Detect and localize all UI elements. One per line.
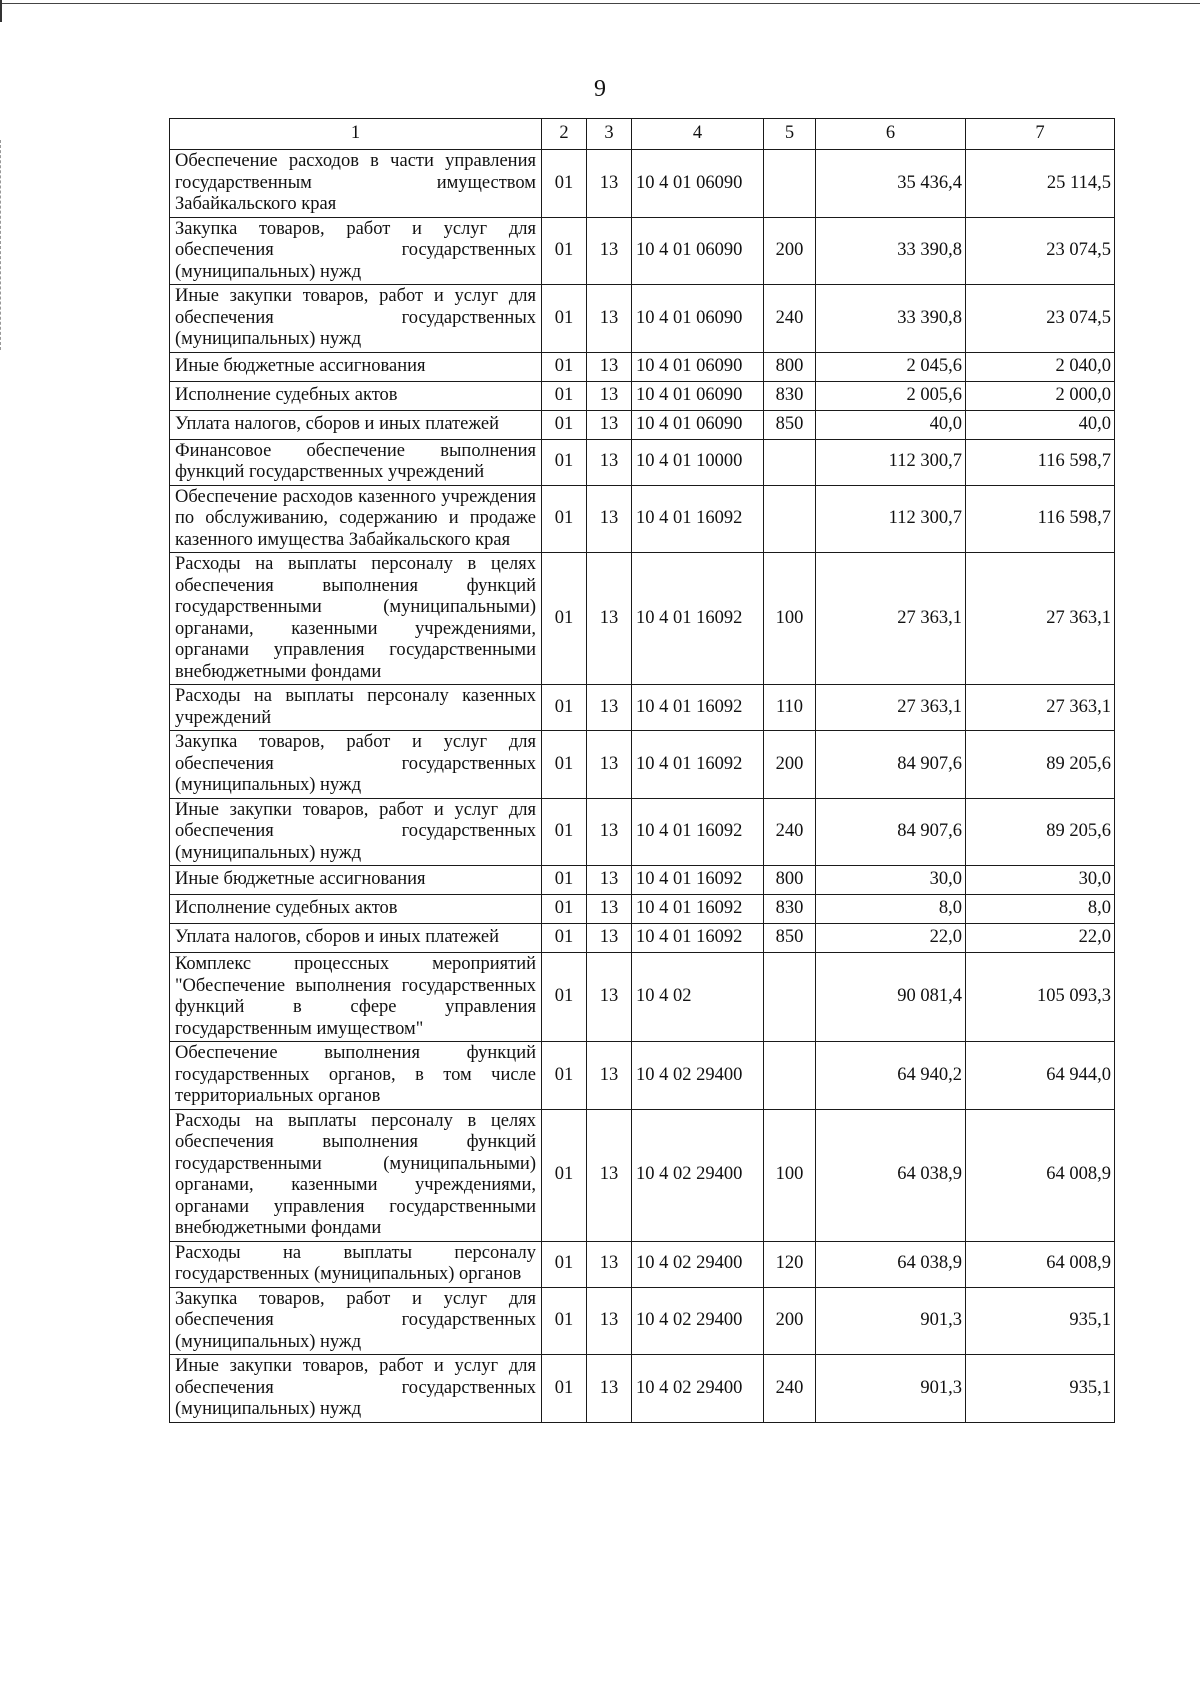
row-name-cell: Иные бюджетные ассигнования [170, 866, 542, 895]
row-amount-2-cell: 25 114,5 [966, 150, 1115, 218]
row-target-code-cell: 10 4 01 06090 [632, 150, 764, 218]
table-row [170, 1109, 1115, 1241]
row-section-cell: 01 [542, 485, 587, 553]
row-expense-type-cell [764, 150, 816, 218]
table-row [170, 953, 1115, 1042]
row-amount-1-cell: 40,0 [816, 410, 966, 439]
row-subsection-cell: 13 [587, 1241, 632, 1287]
row-subsection-cell: 13 [587, 410, 632, 439]
row-name-cell: Исполнение судебных актов [170, 381, 542, 410]
row-target-code-cell: 10 4 01 06090 [632, 285, 764, 353]
table-row [170, 895, 1115, 924]
row-subsection-cell: 13 [587, 352, 632, 381]
row-amount-1-cell: 27 363,1 [816, 685, 966, 731]
row-name-cell: Обеспечение расходов казенного учреждения по обслуживанию, содержанию и продаже казенного имущества Забайкальского края [170, 485, 542, 553]
row-amount-1-cell: 35 436,4 [816, 150, 966, 218]
header-cell-4: 4 [632, 119, 764, 150]
row-section-cell: 01 [542, 731, 587, 799]
row-amount-1-cell: 64 940,2 [816, 1042, 966, 1110]
row-name-cell: Обеспечение выполнения функций государственных органов, в том числе территориальных органов [170, 1042, 542, 1110]
row-amount-2-cell: 27 363,1 [966, 553, 1115, 685]
header-cell-6: 6 [816, 119, 966, 150]
row-amount-2-cell: 23 074,5 [966, 217, 1115, 285]
row-amount-1-cell: 90 081,4 [816, 953, 966, 1042]
row-name-cell: Обеспечение расходов в части управления государственным имуществом Забайкальского края [170, 150, 542, 218]
row-expense-type-cell: 800 [764, 352, 816, 381]
row-expense-type-cell: 120 [764, 1241, 816, 1287]
row-expense-type-cell: 830 [764, 895, 816, 924]
row-name-cell: Иные закупки товаров, работ и услуг для обеспечения государственных (муниципальных) нужд [170, 1355, 542, 1423]
row-target-code-cell: 10 4 01 06090 [632, 217, 764, 285]
row-expense-type-cell [764, 953, 816, 1042]
row-expense-type-cell [764, 1042, 816, 1110]
scan-edge-line [0, 3, 1200, 4]
row-amount-2-cell: 64 944,0 [966, 1042, 1115, 1110]
row-section-cell: 01 [542, 798, 587, 866]
table-row [170, 1355, 1115, 1423]
row-name-cell: Комплекс процессных мероприятий "Обеспечение выполнения государственных функций в сфере управления государственным имуществом" [170, 953, 542, 1042]
row-section-cell: 01 [542, 410, 587, 439]
row-section-cell: 01 [542, 217, 587, 285]
row-subsection-cell: 13 [587, 150, 632, 218]
row-target-code-cell: 10 4 02 29400 [632, 1241, 764, 1287]
row-amount-2-cell: 935,1 [966, 1287, 1115, 1355]
row-name-cell: Расходы на выплаты персоналу государственных (муниципальных) органов [170, 1241, 542, 1287]
row-expense-type-cell: 850 [764, 924, 816, 953]
table-header-row [170, 119, 1115, 150]
row-section-cell: 01 [542, 553, 587, 685]
row-target-code-cell: 10 4 01 16092 [632, 685, 764, 731]
row-target-code-cell: 10 4 01 06090 [632, 352, 764, 381]
header-cell-3: 3 [587, 119, 632, 150]
row-target-code-cell: 10 4 02 29400 [632, 1287, 764, 1355]
row-section-cell: 01 [542, 1109, 587, 1241]
row-amount-2-cell: 8,0 [966, 895, 1115, 924]
row-subsection-cell: 13 [587, 1287, 632, 1355]
table-row [170, 798, 1115, 866]
row-section-cell: 01 [542, 1355, 587, 1423]
row-target-code-cell: 10 4 01 16092 [632, 731, 764, 799]
row-section-cell: 01 [542, 895, 587, 924]
row-amount-2-cell: 935,1 [966, 1355, 1115, 1423]
row-amount-1-cell: 30,0 [816, 866, 966, 895]
row-section-cell: 01 [542, 285, 587, 353]
row-section-cell: 01 [542, 381, 587, 410]
row-amount-2-cell: 40,0 [966, 410, 1115, 439]
row-expense-type-cell [764, 485, 816, 553]
row-amount-2-cell: 89 205,6 [966, 731, 1115, 799]
row-section-cell: 01 [542, 953, 587, 1042]
table-row [170, 217, 1115, 285]
row-target-code-cell: 10 4 01 16092 [632, 895, 764, 924]
row-amount-2-cell: 116 598,7 [966, 439, 1115, 485]
table-row [170, 685, 1115, 731]
row-amount-2-cell: 105 093,3 [966, 953, 1115, 1042]
row-amount-2-cell: 116 598,7 [966, 485, 1115, 553]
table-row [170, 150, 1115, 218]
row-subsection-cell: 13 [587, 381, 632, 410]
row-name-cell: Уплата налогов, сборов и иных платежей [170, 924, 542, 953]
row-target-code-cell: 10 4 01 06090 [632, 410, 764, 439]
row-name-cell: Исполнение судебных актов [170, 895, 542, 924]
row-target-code-cell: 10 4 02 29400 [632, 1042, 764, 1110]
page-number: 9 [594, 76, 606, 102]
row-subsection-cell: 13 [587, 924, 632, 953]
row-expense-type-cell: 200 [764, 731, 816, 799]
row-subsection-cell: 13 [587, 953, 632, 1042]
row-target-code-cell: 10 4 01 16092 [632, 485, 764, 553]
row-expense-type-cell: 240 [764, 798, 816, 866]
row-subsection-cell: 13 [587, 1042, 632, 1110]
row-expense-type-cell: 240 [764, 1355, 816, 1423]
row-target-code-cell: 10 4 01 16092 [632, 866, 764, 895]
row-name-cell: Уплата налогов, сборов и иных платежей [170, 410, 542, 439]
row-section-cell: 01 [542, 439, 587, 485]
table-row [170, 1042, 1115, 1110]
row-amount-1-cell: 27 363,1 [816, 553, 966, 685]
row-section-cell: 01 [542, 685, 587, 731]
row-amount-2-cell: 23 074,5 [966, 285, 1115, 353]
table-row [170, 1287, 1115, 1355]
table-row [170, 439, 1115, 485]
row-target-code-cell: 10 4 02 29400 [632, 1109, 764, 1241]
row-name-cell: Расходы на выплаты персоналу казенных учреждений [170, 685, 542, 731]
row-amount-1-cell: 2 045,6 [816, 352, 966, 381]
row-name-cell: Иные закупки товаров, работ и услуг для обеспечения государственных (муниципальных) нужд [170, 798, 542, 866]
table-row [170, 1241, 1115, 1287]
row-section-cell: 01 [542, 1042, 587, 1110]
row-section-cell: 01 [542, 924, 587, 953]
row-amount-1-cell: 84 907,6 [816, 798, 966, 866]
row-amount-1-cell: 22,0 [816, 924, 966, 953]
row-expense-type-cell: 800 [764, 866, 816, 895]
row-subsection-cell: 13 [587, 895, 632, 924]
row-amount-1-cell: 33 390,8 [816, 285, 966, 353]
row-target-code-cell: 10 4 01 16092 [632, 924, 764, 953]
table-row [170, 924, 1115, 953]
header-cell-5: 5 [764, 119, 816, 150]
row-section-cell: 01 [542, 352, 587, 381]
row-subsection-cell: 13 [587, 439, 632, 485]
row-target-code-cell: 10 4 01 06090 [632, 381, 764, 410]
row-name-cell: Иные закупки товаров, работ и услуг для обеспечения государственных (муниципальных) нужд [170, 285, 542, 353]
row-target-code-cell: 10 4 02 29400 [632, 1355, 764, 1423]
row-name-cell: Закупка товаров, работ и услуг для обеспечения государственных (муниципальных) нужд [170, 217, 542, 285]
row-amount-1-cell: 33 390,8 [816, 217, 966, 285]
row-subsection-cell: 13 [587, 1109, 632, 1241]
row-target-code-cell: 10 4 01 16092 [632, 798, 764, 866]
row-amount-1-cell: 64 038,9 [816, 1109, 966, 1241]
row-amount-2-cell: 27 363,1 [966, 685, 1115, 731]
row-expense-type-cell: 100 [764, 553, 816, 685]
row-expense-type-cell [764, 439, 816, 485]
row-name-cell: Расходы на выплаты персоналу в целях обеспечения выполнения функций государственными (муниципальными) органами, казенными учреждениями, органами управления государственными внебюджетными фондами [170, 553, 542, 685]
row-amount-2-cell: 64 008,9 [966, 1241, 1115, 1287]
row-amount-1-cell: 112 300,7 [816, 485, 966, 553]
table-row [170, 285, 1115, 353]
row-amount-1-cell: 84 907,6 [816, 731, 966, 799]
row-section-cell: 01 [542, 150, 587, 218]
row-amount-1-cell: 2 005,6 [816, 381, 966, 410]
row-amount-2-cell: 30,0 [966, 866, 1115, 895]
row-subsection-cell: 13 [587, 685, 632, 731]
row-amount-2-cell: 89 205,6 [966, 798, 1115, 866]
table-row [170, 553, 1115, 685]
row-expense-type-cell: 830 [764, 381, 816, 410]
table-row [170, 485, 1115, 553]
table-row [170, 410, 1115, 439]
row-subsection-cell: 13 [587, 285, 632, 353]
row-name-cell: Расходы на выплаты персоналу в целях обеспечения выполнения функций государственными (муниципальными) органами, казенными учреждениями, органами управления государственными внебюджетными фондами [170, 1109, 542, 1241]
row-subsection-cell: 13 [587, 866, 632, 895]
row-section-cell: 01 [542, 866, 587, 895]
row-amount-1-cell: 64 038,9 [816, 1241, 966, 1287]
row-subsection-cell: 13 [587, 217, 632, 285]
row-section-cell: 01 [542, 1287, 587, 1355]
table-row [170, 866, 1115, 895]
header-cell-2: 2 [542, 119, 587, 150]
row-section-cell: 01 [542, 1241, 587, 1287]
scan-edge-mark [0, 0, 2, 22]
row-name-cell: Иные бюджетные ассигнования [170, 352, 542, 381]
row-target-code-cell: 10 4 01 16092 [632, 553, 764, 685]
row-name-cell: Закупка товаров, работ и услуг для обеспечения государственных (муниципальных) нужд [170, 1287, 542, 1355]
row-subsection-cell: 13 [587, 731, 632, 799]
row-amount-2-cell: 22,0 [966, 924, 1115, 953]
row-amount-1-cell: 901,3 [816, 1355, 966, 1423]
table-body [170, 119, 1115, 1423]
table-row [170, 352, 1115, 381]
budget-table [169, 118, 1115, 1423]
row-subsection-cell: 13 [587, 553, 632, 685]
row-target-code-cell: 10 4 01 10000 [632, 439, 764, 485]
row-name-cell: Закупка товаров, работ и услуг для обеспечения государственных (муниципальных) нужд [170, 731, 542, 799]
row-amount-2-cell: 2 000,0 [966, 381, 1115, 410]
row-expense-type-cell: 100 [764, 1109, 816, 1241]
row-amount-1-cell: 901,3 [816, 1287, 966, 1355]
row-expense-type-cell: 200 [764, 1287, 816, 1355]
row-amount-2-cell: 64 008,9 [966, 1109, 1115, 1241]
header-cell-1: 1 [170, 119, 542, 150]
row-expense-type-cell: 850 [764, 410, 816, 439]
table-row [170, 731, 1115, 799]
scan-edge-dashes [0, 140, 2, 350]
row-amount-1-cell: 8,0 [816, 895, 966, 924]
row-amount-2-cell: 2 040,0 [966, 352, 1115, 381]
row-subsection-cell: 13 [587, 798, 632, 866]
table-row [170, 381, 1115, 410]
row-expense-type-cell: 200 [764, 217, 816, 285]
header-cell-7: 7 [966, 119, 1115, 150]
row-amount-1-cell: 112 300,7 [816, 439, 966, 485]
row-subsection-cell: 13 [587, 1355, 632, 1423]
row-name-cell: Финансовое обеспечение выполнения функций государственных учреждений [170, 439, 542, 485]
row-target-code-cell: 10 4 02 [632, 953, 764, 1042]
row-subsection-cell: 13 [587, 485, 632, 553]
row-expense-type-cell: 110 [764, 685, 816, 731]
row-expense-type-cell: 240 [764, 285, 816, 353]
